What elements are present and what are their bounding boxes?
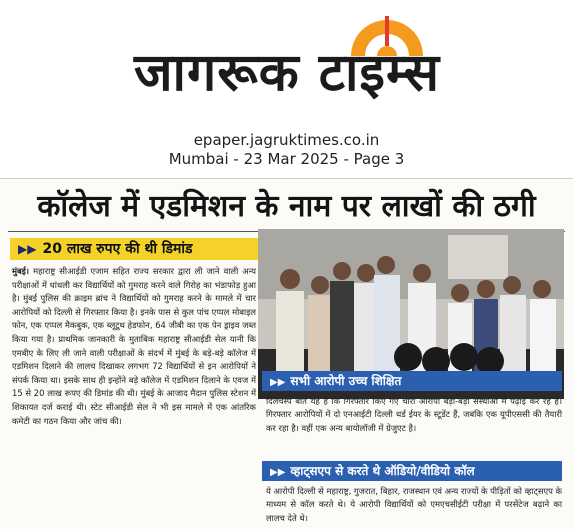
newspaper-clipping	[0, 178, 573, 529]
article-body-text: महाराष्ट्र सीआईडी एजाम सहित राज्य सरकार द्वारा ली जाने वाली अन्य परीक्षाओं में धांधली कर विद्यार्थियों को गुमराह करने वाले गिरोह का भंडाफोड़ हुआ है। मुंबई पुलिस की क्राइम ब्रांच ने विद्यार्थियों को गुमराह करने के मामले में चार आरोपियों को दिल्ली से गिरफ्तार किया है। इनके पास से कुल पांच एप्पल मोबाइल फोन, एक एप्पल मैकबुक, एक ब्लूटूथ हेडफोन, 64 जीबी का एक पेन ड्राइव जब्त किया गया है। प्राथमिक जानकारी के मुताबिक महाराष्ट्र सीआईडी सेल यानी कि एमबीए के लिए ली जाने वाली परीक्षाओं के संदर्भ में मुंबई के बड़े-बड़े कॉलेज में एडमिशन दिलाने की लालच दिखाकर लगभग 72 विद्यार्थियों से इन आरोपियों ने संपर्क किया था। इसके साथ ही इन्होंने बड़े कॉलेज में एडमिशन दिलाने के एवज में 15 से 20 लाख रूपए की डिमांड की थी। मुंबई के आजाद मैदान पुलिस स्टेशन में शिकायत दर्ज कराई थी। स्टेट सीआईडी सेल ने भी इस मामले में एक आंतरिक कमेटी का गठन किया और जांच की।	[12, 266, 257, 426]
subhead-banner	[10, 238, 262, 260]
epaper-url[interactable]: epaper.jagruktimes.co.in	[193, 131, 380, 149]
double-triangle-icon: ▶▶	[270, 377, 286, 388]
subhead-text: 20 लाख रुपए की थी डिमांड	[42, 241, 193, 257]
logo-wordmark: जागरूक टाइम्स	[133, 43, 441, 103]
double-triangle-icon: ▶▶	[270, 467, 286, 478]
section-text-1: दिलचस्प बात यह है कि गिरफ्तार किए गए चारों आरोपी बड़ी-बड़ी संस्थाओं में पढ़ाई कर रहे हैं। गिरफ्तार आरोपियों में दो एनआईटी दिल्ली थर्ड ईयर के स्टूडेंट हैं, जबकि एक यूपीएससी की तैयारी कर रहा है। वहीं एक अन्य बायोलॉजी में ग्रेजुएट है।	[266, 396, 562, 433]
section-banner-1	[262, 371, 562, 391]
section-text-2: ये आरोपी दिल्ली से महाराष्ट्र, गुजरात, बिहार, राजस्थान एवं अन्य राज्यों के पीड़ितों को व्हाट्सएप के माध्यम से कॉल करते थे। ये आरोपी विद्यार्थियों को एमएचसीईटी परीक्षा में परसेंटेज बढ़ाने का लालच देते थे।	[266, 486, 562, 523]
section-heading-1: सभी आरोपी उच्च शिक्षित	[290, 374, 402, 388]
article-body	[12, 265, 256, 428]
dateline: मुंबई।	[12, 266, 30, 276]
section-heading-2: व्हाट्सएप से करते थे ऑडियो/वीडियो कॉल	[290, 464, 475, 478]
newspaper-logo	[92, 8, 482, 118]
article-headline: कॉलेज में एडमिशन के नाम पर लाखों की ठगी	[37, 189, 536, 224]
section-banner-2	[262, 461, 562, 481]
double-triangle-icon: ▶▶	[18, 242, 37, 256]
masthead	[0, 0, 573, 178]
edition-line: Mumbai - 23 Mar 2025 - Page 3	[168, 150, 405, 168]
